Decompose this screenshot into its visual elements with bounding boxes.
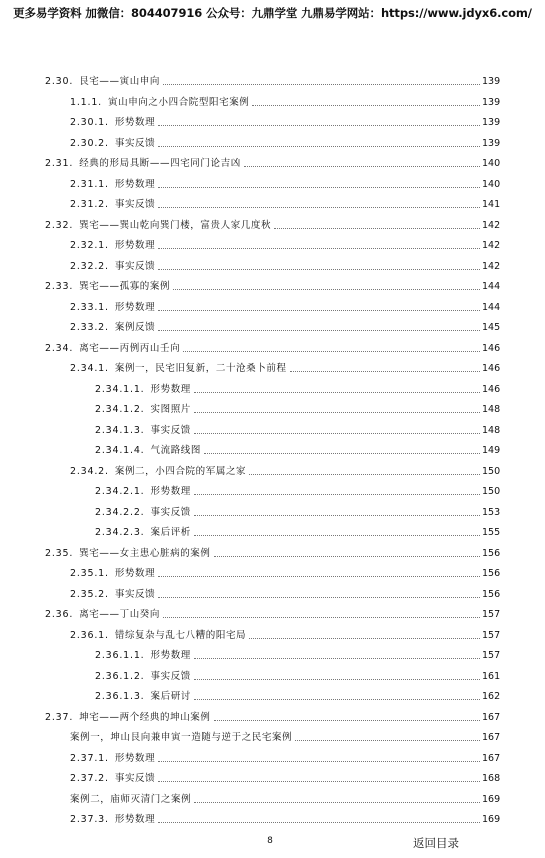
toc-entry[interactable] xyxy=(95,416,500,436)
dot-leader xyxy=(158,781,480,782)
toc-entry-number: 2.34.2.2. xyxy=(95,506,145,518)
toc-entry[interactable] xyxy=(95,436,500,456)
toc-entry-title: 形势数理 xyxy=(114,240,156,251)
toc-entry[interactable] xyxy=(70,805,500,825)
toc-entry-page: 142 xyxy=(482,240,501,251)
toc-entry[interactable] xyxy=(70,313,500,333)
toc-entry[interactable] xyxy=(70,129,500,149)
dot-leader xyxy=(183,351,480,352)
toc-entry-page: 146 xyxy=(482,383,501,395)
toc-entry[interactable] xyxy=(95,498,500,518)
toc-entry-title: 案例二，庙师灭清门之案例 xyxy=(70,793,192,805)
toc-entry-page: 140 xyxy=(482,178,501,190)
dot-leader xyxy=(194,392,480,393)
toc-entry-title: 形势数理 xyxy=(114,814,156,825)
toc-entry-page: 142 xyxy=(482,219,501,231)
toc-entry-title: 形势数理 xyxy=(114,568,156,579)
toc-entry-page: 140 xyxy=(482,158,501,169)
toc-entry[interactable] xyxy=(45,272,500,292)
toc-entry-page: 156 xyxy=(482,588,501,600)
toc-entry-page: 156 xyxy=(482,547,501,559)
dot-leader xyxy=(158,207,480,208)
dot-leader xyxy=(158,576,480,577)
dot-leader xyxy=(249,638,480,639)
toc-entry-number: 1.1.1. xyxy=(70,96,102,108)
dot-leader xyxy=(194,679,480,680)
toc-entry-number: 2.37. xyxy=(45,711,74,723)
toc-entry[interactable] xyxy=(45,334,500,354)
toc-entry-title: 巽宅——女主患心脏病的案例 xyxy=(79,547,211,559)
toc-entry-number: 2.31. xyxy=(45,158,74,169)
dot-leader xyxy=(194,433,480,434)
toc-entry[interactable] xyxy=(70,457,500,477)
toc-entry[interactable] xyxy=(95,662,500,682)
toc-entry[interactable] xyxy=(70,580,500,600)
toc-entry-number: 2.34.1.3. xyxy=(95,424,145,436)
toc-entry[interactable] xyxy=(70,621,500,641)
toc-entry[interactable] xyxy=(70,252,500,272)
toc-entry-title: 案后研讨 xyxy=(150,691,191,702)
toc-entry[interactable] xyxy=(70,108,500,128)
toc-entry-page: 146 xyxy=(482,363,501,374)
toc-entry-page: 149 xyxy=(482,445,501,456)
toc-entry[interactable] xyxy=(95,395,500,415)
toc-entry[interactable] xyxy=(45,67,500,87)
toc-entry-number: 2.36.1. xyxy=(70,629,109,641)
toc-entry[interactable] xyxy=(70,190,500,210)
toc-entry-page: 146 xyxy=(482,342,501,354)
toc-entry-number: 2.35.2. xyxy=(70,588,109,600)
toc-entry-number: 2.32.2. xyxy=(70,260,109,272)
toc-entry-page: 162 xyxy=(482,691,501,702)
toc-entry[interactable] xyxy=(70,764,500,784)
toc-entry-page: 139 xyxy=(482,76,501,87)
dot-leader xyxy=(158,269,480,270)
toc-entry-title: 错综复杂与乱七八糟的阳宅局 xyxy=(114,629,247,641)
dot-leader xyxy=(194,515,480,516)
toc-entry[interactable] xyxy=(45,539,500,559)
toc-entry-title: 形势数理 xyxy=(150,383,191,395)
toc-entry-page: 167 xyxy=(482,752,501,764)
toc-entry-page: 141 xyxy=(482,199,501,210)
dot-leader xyxy=(194,412,480,413)
toc-entry-title: 经典的形局具断——四宅同门论吉凶 xyxy=(79,158,241,169)
toc-entry-page: 156 xyxy=(482,568,501,579)
toc-entry-title: 艮宅——寅山申向 xyxy=(79,76,160,87)
toc-entry[interactable] xyxy=(95,477,500,497)
toc-entry-number: 2.34.2.3. xyxy=(95,527,145,538)
toc-entry-page: 167 xyxy=(482,711,501,723)
dot-leader xyxy=(290,371,480,372)
toc-entry-number: 2.36.1.3. xyxy=(95,691,145,702)
toc-entry-number: 2.33. xyxy=(45,281,74,292)
dot-leader xyxy=(158,761,480,762)
toc-entry-page: 157 xyxy=(482,629,501,641)
page-header: 更多易学资料 加微信：804407916 公众号：九鼎学堂 九鼎易学网站：https://www.jdyx6.com/ xyxy=(13,6,532,20)
toc-entry-title: 形势数理 xyxy=(114,752,156,764)
toc-entry-title: 案例一，民宅旧复新，二十沧桑卜前程 xyxy=(114,363,287,374)
toc-entry[interactable] xyxy=(70,559,500,579)
dot-leader xyxy=(214,556,481,557)
toc-entry-page: 148 xyxy=(482,404,501,415)
toc-entry-page: 153 xyxy=(482,506,501,518)
toc-entry-title: 离宅——丁山癸向 xyxy=(79,609,160,620)
toc-entry-page: 168 xyxy=(482,773,501,784)
toc-entry-title: 形势数理 xyxy=(114,178,156,190)
toc-entry-number: 2.34.1.4. xyxy=(95,445,145,456)
dot-leader xyxy=(214,720,481,721)
toc-entry[interactable] xyxy=(70,170,500,190)
toc-entry-title: 形势数理 xyxy=(114,301,156,313)
dot-leader xyxy=(158,146,480,147)
toc-entry-title: 案例一，坤山艮向兼申寅一造随与逆于之民宅案例 xyxy=(70,732,293,743)
dot-leader xyxy=(249,474,480,475)
toc-entry[interactable] xyxy=(70,723,500,743)
toc-entry[interactable] xyxy=(70,231,500,251)
dot-leader xyxy=(163,617,480,618)
toc-entry[interactable] xyxy=(70,293,500,313)
toc-entry-page: 139 xyxy=(482,96,501,108)
toc-entry-page: 155 xyxy=(482,527,501,538)
toc-entry-number: 2.32. xyxy=(45,219,74,231)
dot-leader xyxy=(158,597,480,598)
toc-entry-title: 事实反馈 xyxy=(114,773,156,784)
toc-entry[interactable] xyxy=(70,88,500,108)
toc-entry-title: 气流路线图 xyxy=(150,445,202,456)
toc-entry-page: 150 xyxy=(482,465,501,477)
toc-entry-title: 巽宅——孤寡的案例 xyxy=(79,281,171,292)
dot-leader xyxy=(204,453,480,454)
toc-entry-number: 2.36.1.1. xyxy=(95,650,145,661)
toc-entry-page: 157 xyxy=(482,650,501,661)
toc-entry[interactable] xyxy=(70,354,500,374)
toc-entry-page: 142 xyxy=(482,260,501,272)
dot-leader xyxy=(158,187,480,188)
toc-entry-title: 形势数理 xyxy=(114,117,156,128)
toc-entry[interactable] xyxy=(70,744,500,764)
toc-entry[interactable] xyxy=(45,149,500,169)
toc-entry-number: 2.35. xyxy=(45,547,74,559)
toc-entry-title: 事实反馈 xyxy=(150,506,191,518)
toc-entry[interactable] xyxy=(95,375,500,395)
toc-entry-title: 形势数理 xyxy=(150,650,191,661)
toc-entry-number: 2.37.1. xyxy=(70,752,109,764)
toc-entry-title: 实图照片 xyxy=(150,404,191,415)
toc-entry-page: 148 xyxy=(482,424,501,436)
toc-entry-title: 案例二，小四合院的军属之家 xyxy=(114,465,247,477)
toc-entry-page: 145 xyxy=(482,322,501,333)
back-to-contents-link[interactable]: 返回目录 xyxy=(413,836,459,850)
toc-entry-title: 形势数理 xyxy=(150,486,191,497)
dot-leader xyxy=(295,740,480,741)
dot-leader xyxy=(173,289,480,290)
toc-entry-page: 161 xyxy=(482,670,501,682)
dot-leader xyxy=(194,494,480,495)
toc-entry-page: 169 xyxy=(482,793,501,805)
dot-leader xyxy=(194,658,480,659)
dot-leader xyxy=(194,802,480,803)
toc-entry-page: 144 xyxy=(482,281,501,292)
toc-entry-number: 2.31.1. xyxy=(70,178,109,190)
toc-entry-number: 2.34.2.1. xyxy=(95,486,145,497)
toc-entry-number: 2.37.2. xyxy=(70,773,109,784)
toc-entry-number: 2.30.1. xyxy=(70,117,109,128)
toc-entry-page: 139 xyxy=(482,117,501,128)
dot-leader xyxy=(158,248,480,249)
toc-entry[interactable] xyxy=(95,682,500,702)
toc-entry-number: 2.36.1.2. xyxy=(95,670,145,682)
toc-entry-number: 2.34.1.2. xyxy=(95,404,145,415)
toc-entry-number: 2.34. xyxy=(45,342,74,354)
dot-leader xyxy=(158,330,480,331)
toc-entry-number: 2.34.2. xyxy=(70,465,109,477)
toc-entry-number: 2.30. xyxy=(45,76,74,87)
toc-entry-page: 150 xyxy=(482,486,501,497)
toc-entry[interactable] xyxy=(70,785,500,805)
toc-entry-title: 事实反馈 xyxy=(114,260,156,272)
toc-entry-number: 2.35.1. xyxy=(70,568,109,579)
toc-entry-page: 157 xyxy=(482,609,501,620)
toc-entry[interactable] xyxy=(45,600,500,620)
toc-entry-title: 巽宅——巽山乾向巽门楼，富贵人家几度秋 xyxy=(79,219,272,231)
dot-leader xyxy=(163,84,480,85)
page-number: 8 xyxy=(267,836,273,846)
toc-entry-number: 2.37.3. xyxy=(70,814,109,825)
toc-entry-title: 事实反馈 xyxy=(114,588,156,600)
toc-entry-number: 2.33.1. xyxy=(70,301,109,313)
toc-entry[interactable] xyxy=(95,518,500,538)
toc-entry-number: 2.33.2. xyxy=(70,322,109,333)
dot-leader xyxy=(244,166,480,167)
toc-entry-title: 事实反馈 xyxy=(114,137,156,149)
dot-leader xyxy=(274,228,480,229)
toc-entry[interactable] xyxy=(45,703,500,723)
toc-entry-title: 寅山申向之小四合院型阳宅案例 xyxy=(108,96,250,108)
toc-entry-title: 坤宅——两个经典的坤山案例 xyxy=(79,711,211,723)
toc-entry-title: 事实反馈 xyxy=(150,670,191,682)
toc-entry-number: 2.32.1. xyxy=(70,240,109,251)
toc-entry-title: 事实反馈 xyxy=(150,424,191,436)
dot-leader xyxy=(158,310,480,311)
toc-entry-title: 案例反馈 xyxy=(114,322,156,333)
toc-entry-title: 离宅——丙例丙山壬向 xyxy=(79,342,181,354)
toc-entry-title: 事实反馈 xyxy=(114,199,156,210)
toc-entry-page: 144 xyxy=(482,301,501,313)
toc-entry-number: 2.31.2. xyxy=(70,199,109,210)
toc-entry-title: 案后评析 xyxy=(150,527,191,538)
toc-entry-number: 2.34.1.1. xyxy=(95,383,145,395)
toc-entry-number: 2.34.1. xyxy=(70,363,109,374)
dot-leader xyxy=(194,535,480,536)
toc-entry-number: 2.30.2. xyxy=(70,137,109,149)
toc-entry-page: 169 xyxy=(482,814,501,825)
toc-entry-page: 139 xyxy=(482,137,501,149)
dot-leader xyxy=(158,125,480,126)
toc-entry-page: 167 xyxy=(482,732,501,743)
dot-leader xyxy=(194,699,480,700)
toc-entry[interactable] xyxy=(95,641,500,661)
dot-leader xyxy=(158,822,480,823)
toc-entry-number: 2.36. xyxy=(45,609,74,620)
toc-entry[interactable] xyxy=(45,211,500,231)
dot-leader xyxy=(252,105,480,106)
